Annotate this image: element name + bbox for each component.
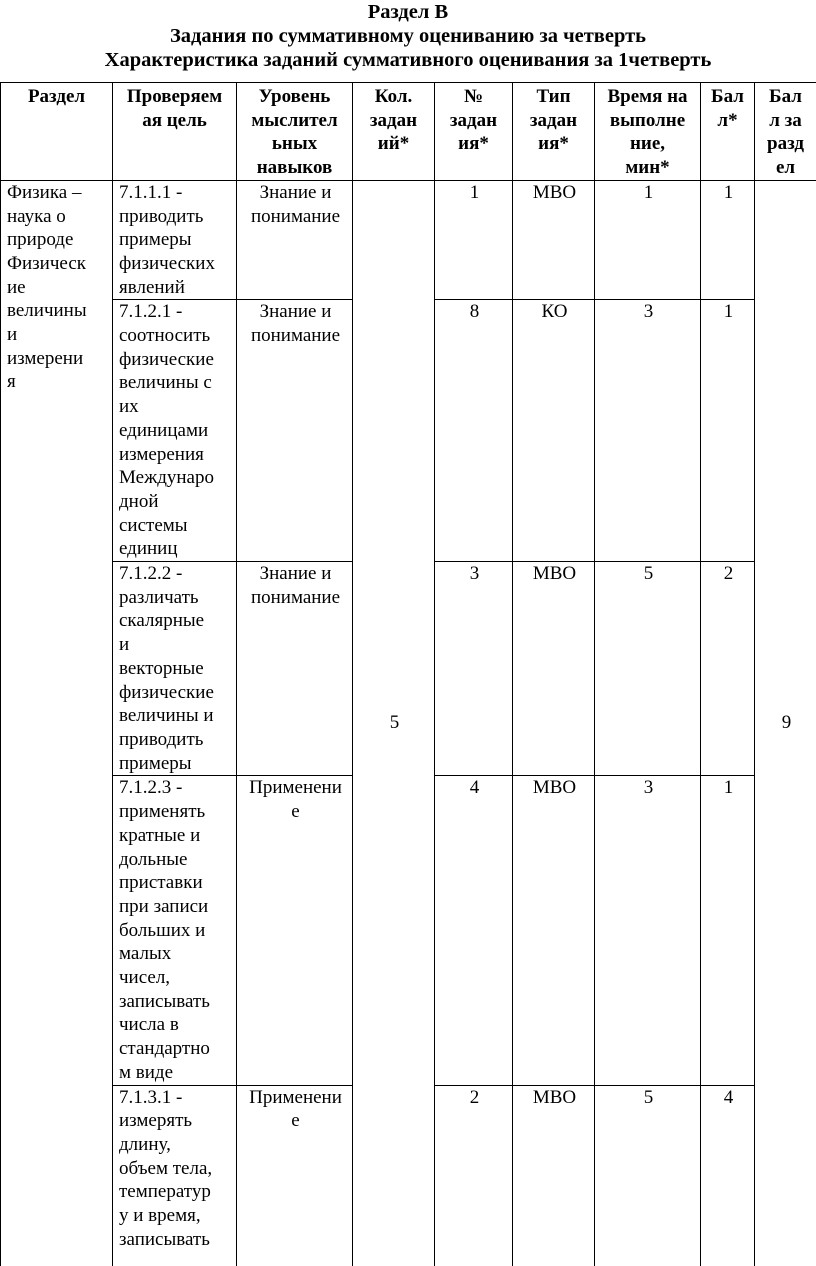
col-header-time: Время на выполне ние, мин*	[595, 83, 701, 181]
score-cell: 1	[701, 776, 755, 1085]
time-cell: 5	[595, 562, 701, 776]
task-type-cell: КО	[513, 300, 595, 562]
goal-cell: 7.1.2.2 - различать скалярные и векторные физические величины и приводить примеры	[113, 562, 237, 776]
page-header	[0, 0, 816, 72]
col-header-section-score: Бал л за разд ел	[755, 83, 816, 181]
task-number-cell: 1	[435, 180, 513, 300]
col-header-section: Раздел	[1, 83, 113, 181]
col-header-number: № задан ия*	[435, 83, 513, 181]
task-number-cell: 2	[435, 1085, 513, 1266]
task-count-cell: 5	[353, 180, 435, 1265]
section-title: Раздел В	[0, 0, 816, 24]
time-cell: 3	[595, 300, 701, 562]
score-cell: 2	[701, 562, 755, 776]
col-header-level: Уровень мыслител ьных навыков	[237, 83, 353, 181]
task-type-cell: МВО	[513, 1085, 595, 1266]
goal-cell: 7.1.2.3 - применять кратные и дольные приставки при записи больших и малых чисел, записывать числа в стандартно м виде	[113, 776, 237, 1085]
goal-cell: 7.1.1.1 - приводить примеры физических явлений	[113, 180, 237, 300]
col-header-goal: Проверяем ая цель	[113, 83, 237, 181]
goal-cell: 7.1.2.1 - соотносить физические величины с их единицами измерения Междунаро дной системы единиц	[113, 300, 237, 562]
table-row	[1, 180, 816, 300]
time-cell: 1	[595, 180, 701, 300]
level-cell: Знание и понимание	[237, 562, 353, 776]
assessment-table	[0, 82, 816, 1266]
level-cell: Применени е	[237, 1085, 353, 1266]
section-cell: Физика – наука о природе Физическ ие величины и измерени я	[1, 180, 113, 1265]
col-header-type: Тип задан ия*	[513, 83, 595, 181]
level-cell: Знание и понимание	[237, 300, 353, 562]
task-type-cell: МВО	[513, 776, 595, 1085]
assessment-title: Задания по суммативному оцениванию за четверть	[0, 24, 816, 48]
goal-cell: 7.1.3.1 - измерять длину, объем тела, температур у и время, записывать	[113, 1085, 237, 1266]
task-number-cell: 3	[435, 562, 513, 776]
header-row	[1, 83, 816, 181]
time-cell: 3	[595, 776, 701, 1085]
section-score-cell: 9	[755, 180, 816, 1265]
col-header-score: Бал л*	[701, 83, 755, 181]
col-header-count: Кол. задан ий*	[353, 83, 435, 181]
task-type-cell: МВО	[513, 180, 595, 300]
level-cell: Знание и понимание	[237, 180, 353, 300]
level-cell: Применени е	[237, 776, 353, 1085]
task-type-cell: МВО	[513, 562, 595, 776]
characteristics-title: Характеристика заданий суммативного оценивания за 1четверть	[0, 48, 816, 72]
score-cell: 4	[701, 1085, 755, 1266]
score-cell: 1	[701, 300, 755, 562]
task-number-cell: 8	[435, 300, 513, 562]
time-cell: 5	[595, 1085, 701, 1266]
score-cell: 1	[701, 180, 755, 300]
task-number-cell: 4	[435, 776, 513, 1085]
